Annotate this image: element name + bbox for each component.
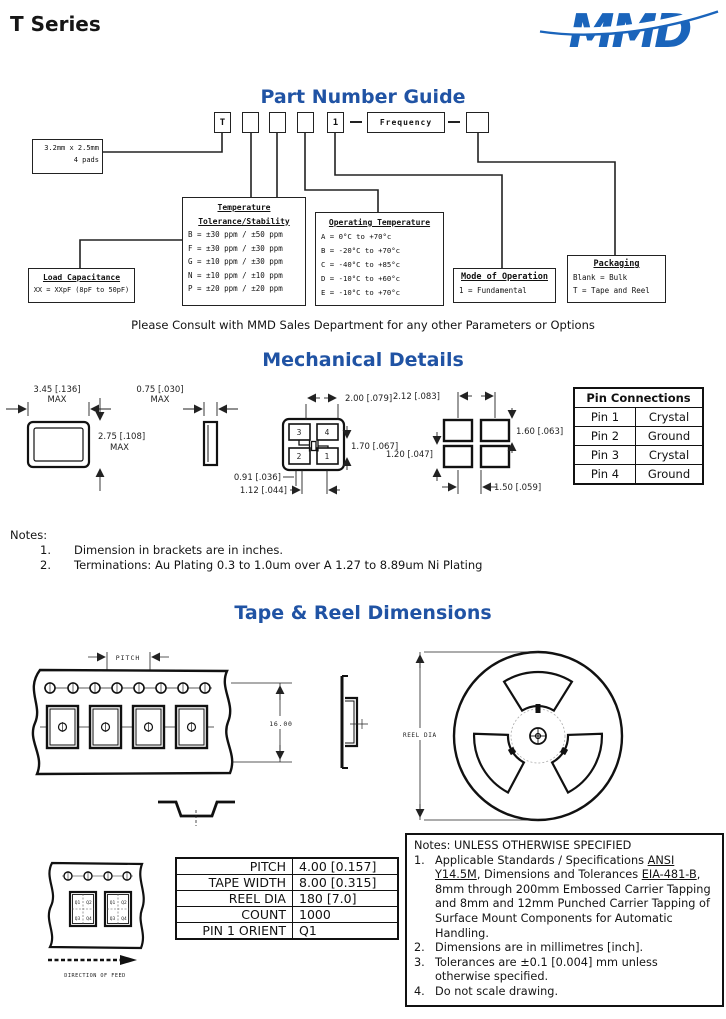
dash-connector xyxy=(350,121,362,123)
pin-table-header: Pin Connections xyxy=(574,388,703,408)
load-capacitance-title: Load Capacitance xyxy=(42,273,121,282)
dim-body-width: 3.45 [.136] xyxy=(33,385,81,395)
load-capacitance-box xyxy=(28,268,135,303)
dim-max: MAX xyxy=(150,395,170,405)
quadrant-label-q1: Q1 xyxy=(109,901,116,906)
dim-land-pitch: 1.50 [.059] xyxy=(494,483,542,493)
quadrant-label-q3: Q3 xyxy=(109,917,116,922)
mechanical-details-heading: Mechanical Details xyxy=(262,349,464,371)
table-row: Pin 4 Ground xyxy=(574,465,703,485)
table-row: COUNT 1000 xyxy=(176,907,398,923)
mmd-logo xyxy=(538,4,720,58)
pn-box-series xyxy=(214,112,231,133)
dim-thickness: 0.75 [.030] xyxy=(136,385,184,395)
dim-max: MAX xyxy=(47,395,67,405)
packaging-title: Packaging xyxy=(593,259,640,269)
packaging-row: Blank = Bulk xyxy=(573,273,628,282)
mode-title: Mode of Operation xyxy=(461,272,548,282)
reel-drawing xyxy=(454,652,622,820)
pn-box-tolerance xyxy=(269,112,286,133)
operating-temperature-row: D = -10°C to +60°c xyxy=(321,274,401,283)
table-row: REEL DIA 180 [7.0] xyxy=(176,891,398,907)
notes-section xyxy=(10,528,510,573)
mode-of-operation-box xyxy=(453,268,556,303)
operating-temperature-row: C = -40°C to +85°c xyxy=(321,260,401,269)
tape-side-profile xyxy=(342,676,368,768)
tape-height-dim: 16.00 xyxy=(269,720,293,728)
quadrant-label-q2: Q2 xyxy=(121,901,127,906)
temperature-title1: Temperature xyxy=(217,203,271,212)
pad-number-1: 1 xyxy=(324,452,330,461)
table-row: PITCH 4.00 [0.157] xyxy=(176,858,398,875)
pn-box-load-capacitance xyxy=(242,112,259,133)
eia-standard-ref: EIA-481-B xyxy=(641,868,697,882)
pn-box-frequency xyxy=(367,112,445,133)
reel-dia-label: REEL DIA xyxy=(403,732,437,739)
list-item: 4. Do not scale drawing. xyxy=(414,984,559,998)
dim-land-gap: 1.20 [.047] xyxy=(385,450,433,460)
pitch-label: PITCH xyxy=(115,654,141,662)
temperature-title2: Tolerance/Stability xyxy=(198,216,290,226)
list-item: 3. Tolerances are ±0.1 [0.004] mm unless otherwise specified. xyxy=(414,955,658,984)
page-title: T Series xyxy=(10,12,101,36)
list-item: 2. Dimensions are in millimetres [inch]. xyxy=(414,941,644,955)
direction-of-feed-label: DIRECTION OF FEED xyxy=(64,973,126,979)
temperature-box xyxy=(182,197,306,306)
pin-connections-table xyxy=(573,387,704,485)
table-row: Pin 1 Crystal xyxy=(574,408,703,427)
temperature-row: G = ±10 ppm / ±30 ppm xyxy=(188,257,283,266)
crystal-side-view xyxy=(204,422,217,465)
table-row: Pin 2 Ground xyxy=(574,427,703,446)
list-item: 2. Terminations: Au Plating 0.3 to 1.0um over A 1.27 to 8.89um Ni Plating xyxy=(40,558,483,572)
temperature-row: B = ±30 ppm / ±50 ppm xyxy=(188,230,283,239)
pn-box-operating-temp xyxy=(297,112,314,133)
operating-temperature-row: A = 0°C to +70°c xyxy=(321,232,392,241)
mode-code: 1 xyxy=(332,117,339,128)
package-size-line2: 4 pads xyxy=(73,156,99,164)
operating-temperature-row: E = -10°C to +70°c xyxy=(321,288,401,297)
dim-offset-a: 0.91 [.036] xyxy=(233,473,281,483)
tape-reel-drawings xyxy=(0,640,726,835)
dash-connector xyxy=(448,121,460,123)
operating-temperature-box xyxy=(315,212,444,306)
mmd-logo-text: MMD xyxy=(568,4,690,58)
dim-land-span: 2.12 [.083] xyxy=(392,392,440,402)
pin1-orientation-drawing xyxy=(20,845,170,985)
land-pattern xyxy=(444,420,509,467)
package-size-line1: 3.2mm x 2.5mm xyxy=(44,144,99,152)
part-number-guide-heading: Part Number Guide xyxy=(260,86,466,108)
tape-reel-spec-table xyxy=(175,857,399,940)
operating-temperature-row: B = -20°C to +70°c xyxy=(321,246,401,255)
dim-max: MAX xyxy=(110,443,129,453)
quadrant-label-q1: Q1 xyxy=(74,901,81,906)
consult-note: Please Consult with MMD Sales Department for any other Parameters or Options xyxy=(131,318,595,332)
table-row: TAPE WIDTH 8.00 [0.315] xyxy=(176,875,398,891)
dim-body-height: 2.75 [.108] xyxy=(98,432,146,442)
dim-land-height: 1.60 [.063] xyxy=(516,427,564,437)
tape-reel-heading: Tape & Reel Dimensions xyxy=(234,602,492,624)
packaging-row: T = Tape and Reel xyxy=(573,286,650,295)
quadrant-label-q2: Q2 xyxy=(86,901,92,906)
temperature-row: N = ±10 ppm / ±10 ppm xyxy=(188,270,283,280)
list-item: 1. Applicable Standards / Specifications ANSI Y14.5M, Dimensions and Tolerances EIA-481-B, 8mm through 200mm Embossed Carrier Tapping and 8mm and 12mm Punched Carrier Tapping of Surface Mount Components for Automatic Handling. xyxy=(414,854,715,942)
tape-reel-notes-box xyxy=(405,833,724,1007)
notes-box-title: Notes: UNLESS OTHERWISE SPECIFIED xyxy=(414,839,632,852)
ansi-standard-ref: ANSI Y14.5M xyxy=(435,853,675,882)
table-row: Pin 3 Crystal xyxy=(574,446,703,465)
frequency-label: Frequency xyxy=(379,118,433,127)
mode-value: 1 = Fundamental xyxy=(459,286,527,295)
packaging-box xyxy=(567,255,666,303)
pn-box-mode xyxy=(327,112,344,133)
pocket-cross-section xyxy=(158,802,235,826)
quadrant-label-q4: Q4 xyxy=(121,917,127,922)
table-row: PIN 1 ORIENT Q1 xyxy=(176,923,398,940)
pad-number-3: 3 xyxy=(296,428,302,437)
series-code: T xyxy=(219,117,226,128)
dim-offset-b: 1.12 [.044] xyxy=(239,486,287,496)
quadrant-label-q4: Q4 xyxy=(86,917,92,922)
temperature-row: P = ±20 ppm / ±20 ppm xyxy=(188,284,283,293)
operating-temperature-title: Operating Temperature xyxy=(328,218,431,227)
temperature-row: F = ±30 ppm / ±30 ppm xyxy=(188,243,283,253)
load-capacitance-value: XX = XXpF (8pF to 50pF) xyxy=(33,286,130,294)
package-size-box xyxy=(32,139,103,174)
quadrant-label-q3: Q3 xyxy=(74,917,81,922)
crystal-top-view xyxy=(28,422,89,467)
standards-note: Applicable Standards / Specifications ANSI Y14.5M, Dimensions and Tolerances EIA-481-B, 8mm through 200mm Embossed Carrier Tapping and 8mm and 12mm Punched Carrier Tapping of Surface Mount Components for Automatic Handling. xyxy=(435,853,711,940)
pad-number-4: 4 xyxy=(324,428,330,437)
list-item: 1. Dimension in brackets are in inches. xyxy=(40,543,284,557)
pn-box-packaging xyxy=(466,112,489,133)
notes-title: Notes: xyxy=(10,528,48,542)
dim-pad-span: 2.00 [.079] xyxy=(345,394,393,404)
dim-pad-height: 1.70 [.067] xyxy=(351,442,399,452)
pad-number-2: 2 xyxy=(296,452,302,461)
